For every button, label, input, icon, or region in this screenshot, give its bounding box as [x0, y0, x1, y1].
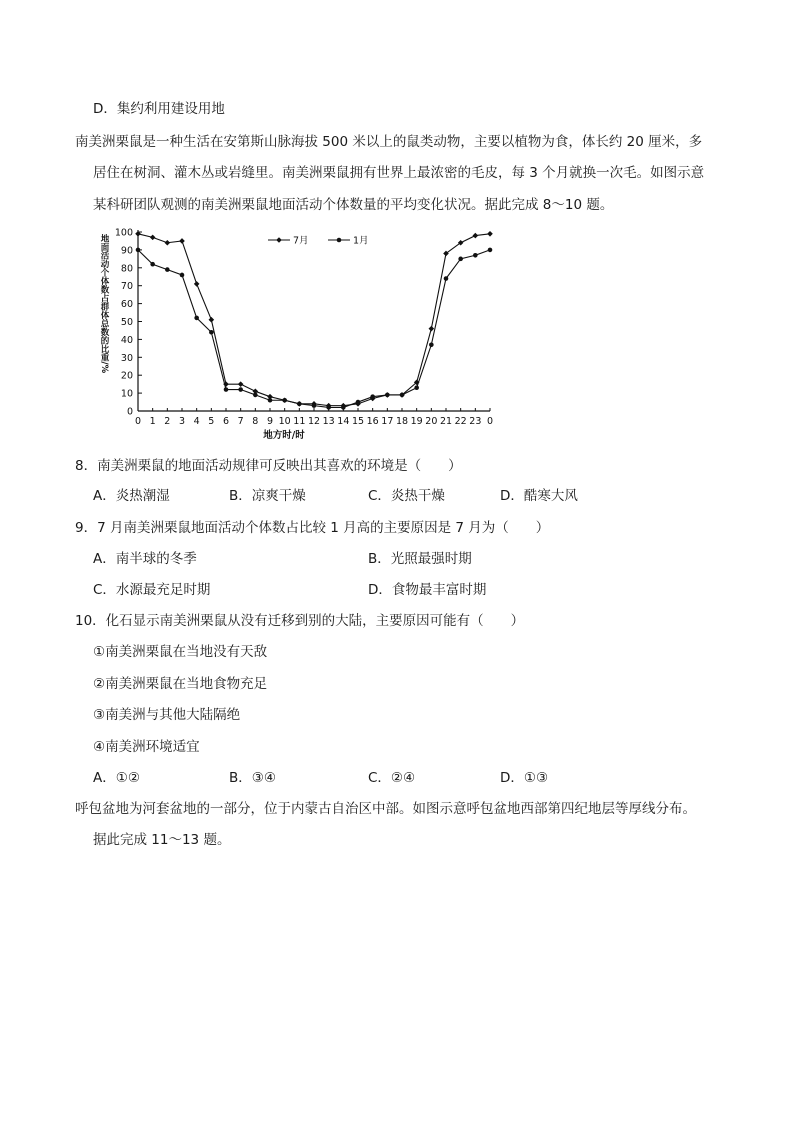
x-tick-label: 1	[149, 416, 156, 427]
data-point-january	[444, 276, 449, 281]
y-tick-label: 100	[114, 227, 133, 239]
x-tick-label: 0	[486, 416, 494, 427]
x-tick-label: 20	[425, 416, 438, 427]
x-tick-label: 4	[193, 416, 200, 427]
intro-line-3: 某科研团队观测的南美洲栗鼠地面活动个体数量的平均变化状况。据此完成 8～10 题。	[93, 197, 614, 213]
x-tick-label: 3	[178, 416, 186, 427]
y-tick-label: 90	[120, 245, 133, 257]
y-tick-label: 50	[120, 317, 133, 328]
data-point-july	[238, 381, 244, 387]
data-point-january	[282, 398, 287, 403]
x-tick-label: 13	[322, 416, 335, 427]
data-point-january	[473, 253, 478, 258]
q8-option-c[interactable]: C．炎热干燥	[368, 488, 445, 504]
data-point-january	[224, 387, 229, 392]
q10-option-d[interactable]: D．①③	[500, 770, 549, 786]
legend-marker-diamond	[276, 237, 282, 243]
q10-option-a[interactable]: A．①②	[93, 770, 140, 786]
x-tick-label: 11	[293, 416, 306, 427]
q9-stem: 9．7 月南美洲栗鼠地面活动个体数占比较 1 月高的主要原因是 7 月为（ ）	[75, 520, 550, 536]
y-tick-label: 60	[120, 299, 133, 311]
y-tick-label: 20	[120, 370, 133, 382]
x-tick-label: 2	[164, 416, 171, 427]
x-tick-label: 15	[351, 416, 365, 427]
x-tick-label: 10	[278, 416, 291, 427]
data-point-july	[429, 326, 435, 332]
prev-option-d: D．集约利用建设用地	[93, 101, 225, 117]
q8-stem: 8．南美洲栗鼠的地面活动规律可反映出其喜欢的环境是（ ）	[75, 458, 462, 474]
data-point-january	[253, 393, 258, 398]
data-point-july	[179, 238, 185, 244]
y-tick-label: 10	[120, 388, 133, 400]
x-tick-label: 9	[266, 416, 274, 427]
x-tick-label: 22	[454, 416, 467, 427]
y-tick-label: 0	[126, 406, 133, 418]
legend-label: 1月	[353, 235, 369, 247]
q9-option-c[interactable]: C．水源最充足时期	[93, 582, 211, 598]
intro2-line-1: 呼包盆地为河套盆地的一部分，位于内蒙古自治区中部。如图示意呼包盆地西部第四纪地层等厚线分布。	[75, 801, 696, 817]
x-tick-label: 7	[237, 416, 244, 427]
data-point-january	[136, 248, 141, 253]
x-tick-label: 0	[134, 416, 142, 427]
data-point-january	[414, 385, 419, 390]
x-tick-label: 18	[395, 416, 409, 427]
x-tick-label: 8	[252, 416, 259, 427]
q9-option-a[interactable]: A．南半球的冬季	[93, 551, 197, 567]
x-tick-label: 12	[307, 416, 321, 427]
data-point-january	[268, 398, 273, 403]
q10-statement-1: ①南美洲栗鼠在当地没有天敌	[93, 644, 268, 660]
q10-statement-3: ③南美洲与其他大陆隔绝	[93, 707, 241, 723]
q8-option-b[interactable]: B．凉爽干燥	[229, 488, 306, 504]
q10-stem: 10．化石显示南美洲栗鼠从没有迁移到别的大陆，主要原因可能有（ ）	[75, 613, 525, 629]
y-axis-title: 地面活动个体数占群体总数的比重/%	[99, 234, 109, 374]
q8-option-a[interactable]: A．炎热潮湿	[93, 488, 170, 504]
legend-label: 7月	[293, 235, 309, 247]
q10-option-c[interactable]: C．②④	[368, 770, 416, 786]
intro-line-1: 南美洲栗鼠是一种生活在安第斯山脉海拔 500 米以上的鼠类动物，主要以植物为食，体长约 20 厘米，多	[75, 134, 703, 150]
q10-statement-2: ②南美洲栗鼠在当地食物充足	[93, 676, 268, 692]
data-point-january	[312, 403, 317, 408]
y-tick-label: 40	[120, 334, 133, 346]
x-tick-label: 6	[222, 416, 230, 427]
data-point-january	[180, 273, 185, 278]
chart-series	[135, 231, 493, 410]
data-point-july	[165, 240, 171, 246]
data-point-july	[209, 317, 215, 323]
x-tick-label: 17	[381, 416, 394, 427]
series-line-january	[138, 250, 490, 408]
x-tick-label: 21	[439, 416, 453, 427]
data-point-january	[370, 394, 375, 399]
q10-option-b[interactable]: B．③④	[229, 770, 276, 786]
data-point-january	[326, 405, 331, 410]
activity-line-chart	[90, 222, 500, 442]
data-point-january	[341, 405, 346, 410]
x-tick-label: 16	[366, 416, 379, 427]
q10-statement-4: ④南美洲环境适宜	[93, 739, 200, 755]
data-point-january	[297, 402, 302, 407]
data-point-january	[385, 393, 390, 398]
data-point-january	[238, 387, 243, 392]
chart-legend	[268, 236, 369, 247]
q9-option-d[interactable]: D．食物最丰富时期	[368, 582, 487, 598]
x-tick-label: 19	[410, 416, 423, 427]
data-point-july	[150, 235, 156, 241]
x-tick-label: 23	[469, 416, 482, 427]
data-point-january	[356, 400, 361, 405]
data-point-july	[194, 281, 200, 287]
data-point-january	[150, 262, 155, 267]
y-tick-label: 30	[120, 352, 133, 364]
data-point-january	[400, 393, 405, 398]
y-tick-label: 70	[120, 281, 133, 293]
data-point-january	[429, 342, 434, 347]
intro2-line-2: 据此完成 11～13 题。	[93, 832, 231, 848]
x-axis-title: 地方时/时	[263, 430, 305, 441]
data-point-january	[488, 248, 493, 253]
data-point-january	[165, 267, 170, 272]
x-tick-label: 14	[337, 416, 350, 427]
q9-option-b[interactable]: B．光照最强时期	[368, 551, 472, 567]
data-point-january	[194, 316, 199, 321]
data-point-january	[209, 330, 214, 335]
y-tick-label: 80	[120, 263, 133, 275]
legend-marker-circle	[337, 238, 342, 243]
q8-option-d[interactable]: D．酷寒大风	[500, 488, 578, 504]
data-point-july	[487, 231, 493, 237]
intro-line-2: 居住在树洞、灌木丛或岩缝里。南美洲栗鼠拥有世界上最浓密的毛皮，每 3 个月就换一次毛。如图示意	[93, 165, 705, 181]
x-tick-label: 5	[208, 416, 215, 427]
data-point-july	[473, 233, 479, 239]
data-point-january	[458, 257, 463, 262]
